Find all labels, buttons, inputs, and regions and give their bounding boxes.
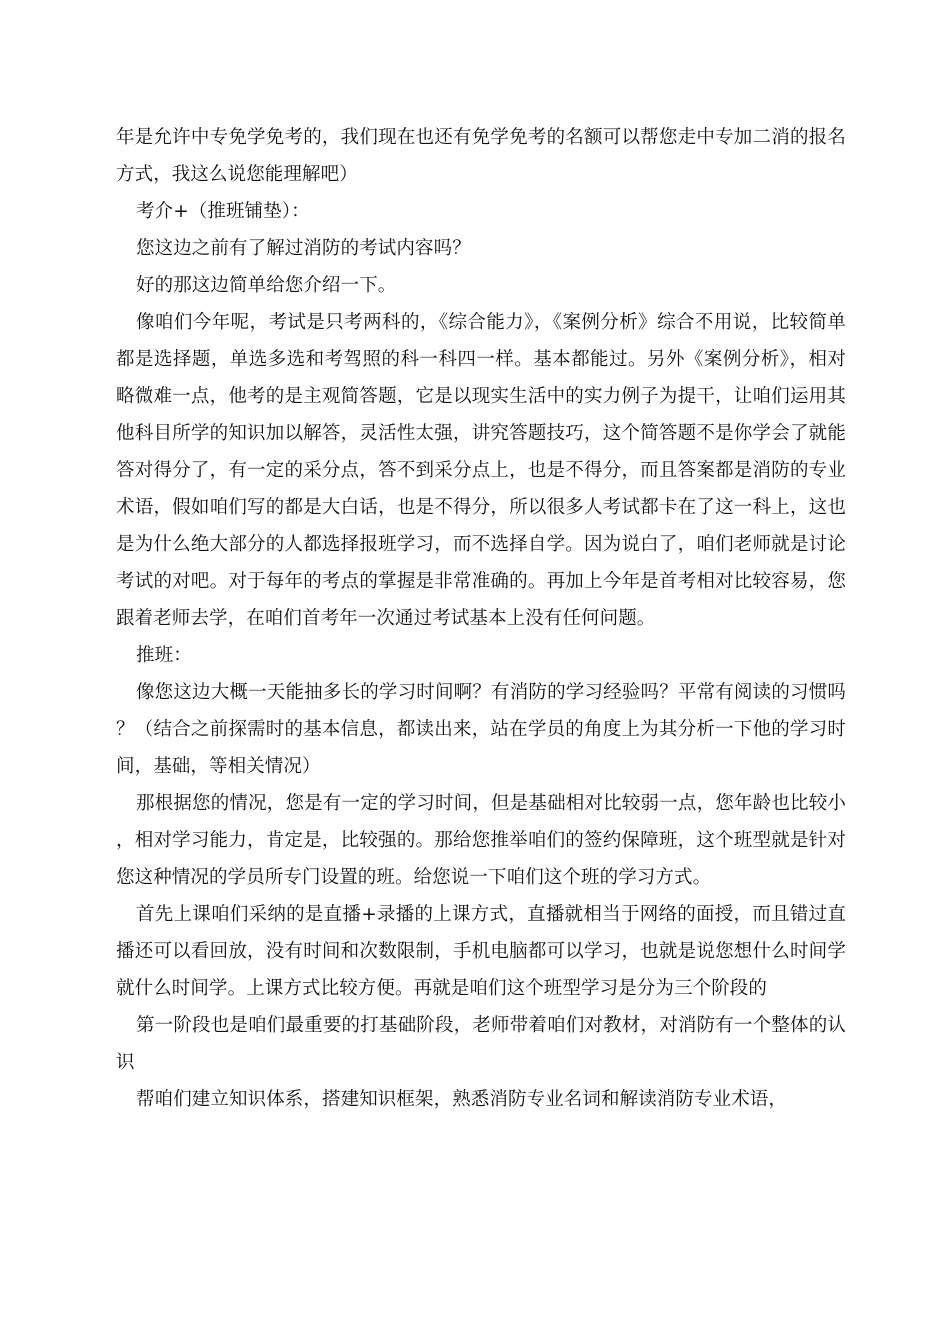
paragraph-9: 首先上课咱们采纳的是直播+录播的上课方式，直播就相当于网络的面授，而且错过直播还可以看回放，没有时间和次数限制，手机电脑都可以学习，也就是说您想什么时间学就什么时间学。上课方式比较方便。再就是咱们这个班型学习是分为三个阶段的	[116, 904, 846, 999]
paragraph-10: 第一阶段也是咱们最重要的打基础阶段，老师带着咱们对教材，对消防有一个整体的认识	[116, 1015, 846, 1073]
paragraph-5: 像咱们今年呢，考试是只考两科的，《综合能力》，《案例分析》综合不用说，比较简单都是选择题，单选多选和考驾照的科一科四一样。基本都能过。另外《案例分析》，相对略微难一点，他考的是主观简答题，它是以现实生活中的实力例子为提干，让咱们运用其他科目所学的知识加以解答，灵活性太强，讲究答题技巧，这个简答题不是你学会了就能答对得分了，有一定的采分点，答不到采分点上，也是不得分，而且答案都是消防的专业术语，假如咱们写的都是大白话，也是不得分，所以很多人考试都卡在了这一科上，这也是为什么绝大部分的人都选择报班学习，而不选择自学。因为说白了，咱们老师就是讨论考试的对吧。对于每年的考点的掌握是非常准确的。再加上今年是首考相对比较容易，您跟着老师去学，在咱们首考年一次通过考试基本上没有任何问题。	[116, 312, 846, 629]
paragraph-11: 帮咱们建立知识体系，搭建知识框架，熟悉消防专业名词和解读消防专业术语，	[136, 1089, 788, 1110]
paragraph-8: 那根据您的情况，您是有一定的学习时间，但是基础相对比较弱一点，您年龄也比较小，相对学习能力，肯定是，比较强的。那给您推举咱们的签约保障班，这个班型就是针对您这种情况的学员所专门设置的班。给您说一下咱们这个班的学习方式。	[116, 793, 846, 888]
paragraph-3: 您这边之前有了解过消防的考试内容吗？	[136, 238, 471, 259]
paragraph-1: 年是允许中专免学免考的，我们现在也还有免学免考的名额可以帮您走中专加二消的报名方式，我这么说您能理解吧）	[116, 127, 846, 185]
paragraph-6: 推班：	[136, 645, 192, 666]
paragraph-2: 考介+（推班铺垫）：	[136, 201, 310, 222]
paragraph-4: 好的那这边简单给您介绍一下。	[136, 275, 397, 296]
document-page	[116, 119, 846, 1118]
paragraph-7: 像您这边大概一天能抽多长的学习时间啊？有消防的学习经验吗？平常有阅读的习惯吗？（结合之前探需时的基本信息，都读出来，站在学员的角度上为其分析一下他的学习时间，基础，等相关情况）	[116, 682, 846, 777]
